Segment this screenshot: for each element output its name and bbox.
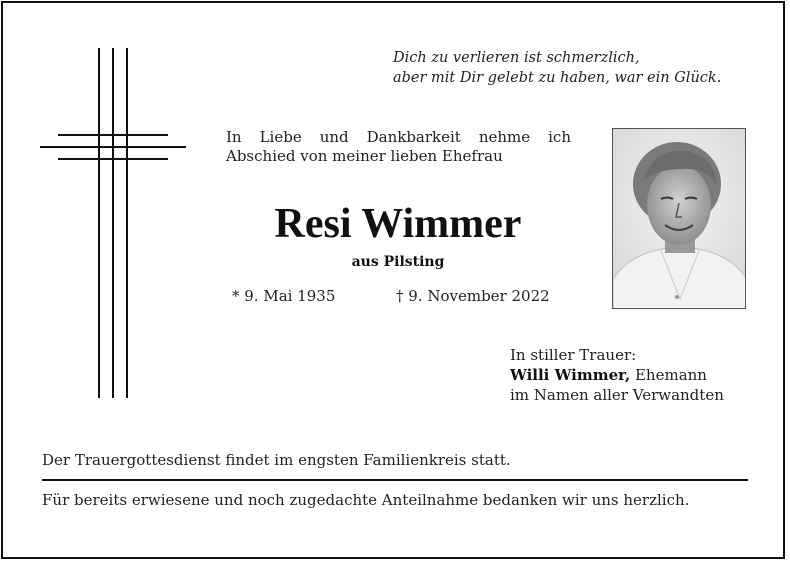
- deceased-name: Resi Wimmer: [274, 201, 522, 247]
- death-date: † 9. November 2022: [396, 287, 550, 305]
- signoff-block: [510, 345, 760, 405]
- quote-line-2: aber mit Dir gelebt zu haben, war ein Glück.: [393, 70, 722, 86]
- intro-line-1: In Liebe und Dankbarkeit nehme ich: [226, 128, 571, 146]
- portrait-photo: [612, 128, 746, 309]
- signoff-family: im Namen aller Verwandten: [510, 386, 724, 404]
- deceased-place: aus Pilsting: [351, 254, 445, 270]
- quote-line-1: Dich zu verlieren ist schmerzlich,: [393, 50, 640, 66]
- birth-date: * 9. Mai 1935: [232, 287, 336, 305]
- cross-icon: [40, 48, 186, 398]
- divider: [42, 479, 748, 481]
- thanks-notice: Für bereits erwiesene und noch zugedachte Anteilnahme bedanken wir uns herzlich.: [42, 491, 690, 509]
- life-dates: [232, 287, 572, 305]
- portrait-illustration: [613, 129, 746, 309]
- mourner-line: [510, 365, 760, 385]
- mourner-relation: Ehemann: [634, 366, 707, 384]
- intro-text: [226, 128, 571, 166]
- service-notice: Der Trauergottesdienst findet im engsten Familienkreis statt.: [42, 451, 511, 469]
- intro-line-2: Abschied von meiner lieben Ehefrau: [226, 147, 503, 165]
- memorial-quote: [393, 48, 753, 88]
- mourner-name: Willi Wimmer,: [510, 366, 631, 384]
- signoff-heading: In stiller Trauer:: [510, 346, 637, 364]
